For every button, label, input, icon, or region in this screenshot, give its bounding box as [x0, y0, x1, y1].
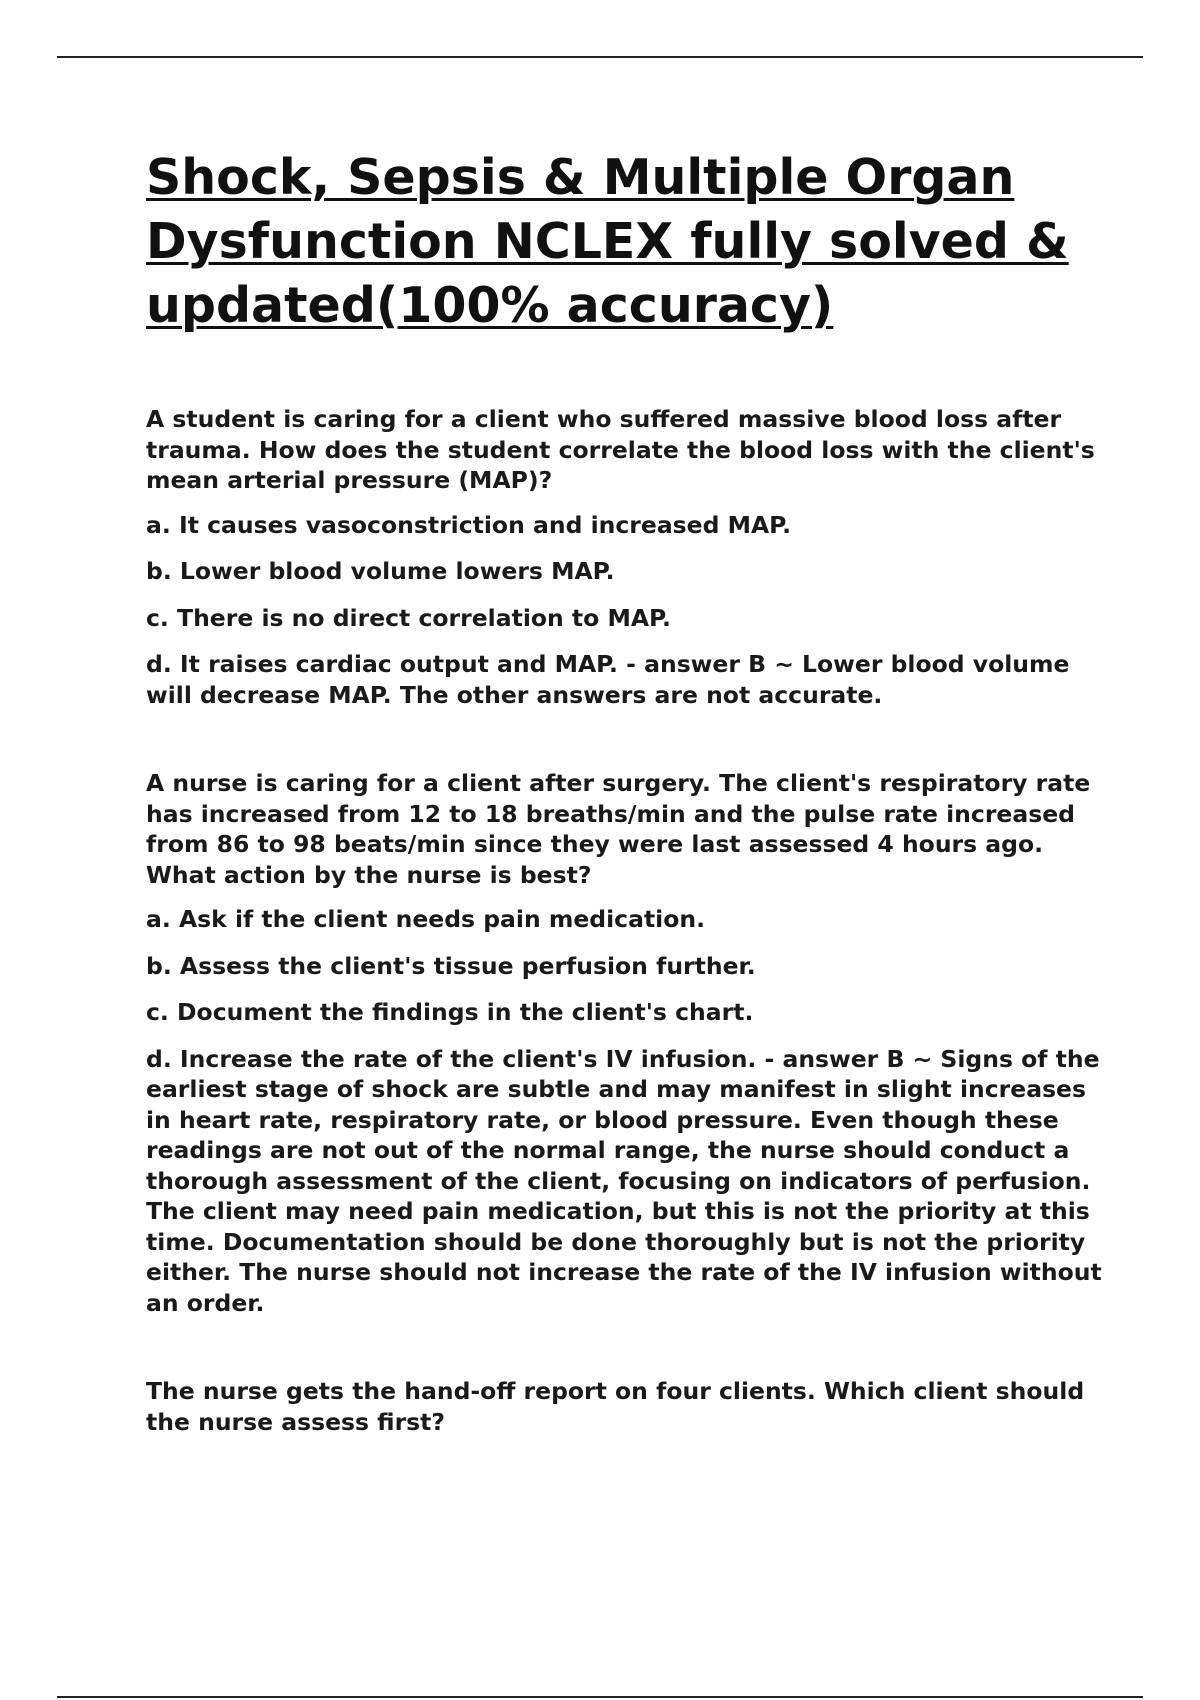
- answer-option-c: c. There is no direct correlation to MAP.: [146, 603, 671, 632]
- answer-option-b: b. Lower blood volume lowers MAP.: [146, 557, 615, 585]
- answer-option-a: a. Ask if the client needs pain medication.: [146, 905, 706, 933]
- answer-option-c: c. Document the findings in the client's chart.: [146, 998, 754, 1026]
- question-block-3: [146, 1376, 1106, 1437]
- answer-option-a: a. It causes vasoconstriction and increased MAP.: [146, 510, 792, 539]
- question-stem: A nurse is caring for a client after surgery. The client's respiratory rate has increased from 12 to 18 breaths/min and the pulse rate increased from 86 to 98 beats/min since they were last assessed 4 hours ago. What action by the nurse is best?: [146, 769, 1091, 889]
- question-block-2: [146, 768, 1106, 1318]
- bottom-rule: [57, 1696, 1143, 1698]
- question-stem: A student is caring for a client who suffered massive blood loss after trauma. How does the student correlate the blood loss with the client's mean arterial pressure (MAP)?: [146, 405, 1095, 494]
- question-block-1: [146, 404, 1106, 710]
- answer-option-d: d. Increase the rate of the client's IV infusion. - answer B ~ Signs of the earliest stage of shock are subtle and may manifest in slight increases in heart rate, respiratory rate, or blood pressure. Even though these readings are not out of the normal range, the nurse should conduct a thorough assessment of the client, focusing on indicators of perfusion. The client may need pain medication, but this is not the priority at this time. Documentation should be done thoroughly but is not the priority either. The nurse should not increase the rate of the IV infusion without an order.: [146, 1044, 1102, 1317]
- document-title: Shock, Sepsis & Multiple Organ Dysfunction NCLEX fully solved & updated(100% accuracy): [146, 149, 1069, 334]
- question-stem: The nurse gets the hand-off report on four clients. Which client should the nurse assess first?: [146, 1377, 1085, 1436]
- top-rule: [57, 56, 1143, 58]
- answer-option-b: b. Assess the client's tissue perfusion further.: [146, 951, 756, 980]
- answer-option-d: d. It raises cardiac output and MAP. - answer B ~ Lower blood volume will decrease MAP. The other answers are not accurate.: [146, 650, 1070, 709]
- document-body: [146, 146, 1106, 1495]
- question-list: [146, 404, 1106, 1437]
